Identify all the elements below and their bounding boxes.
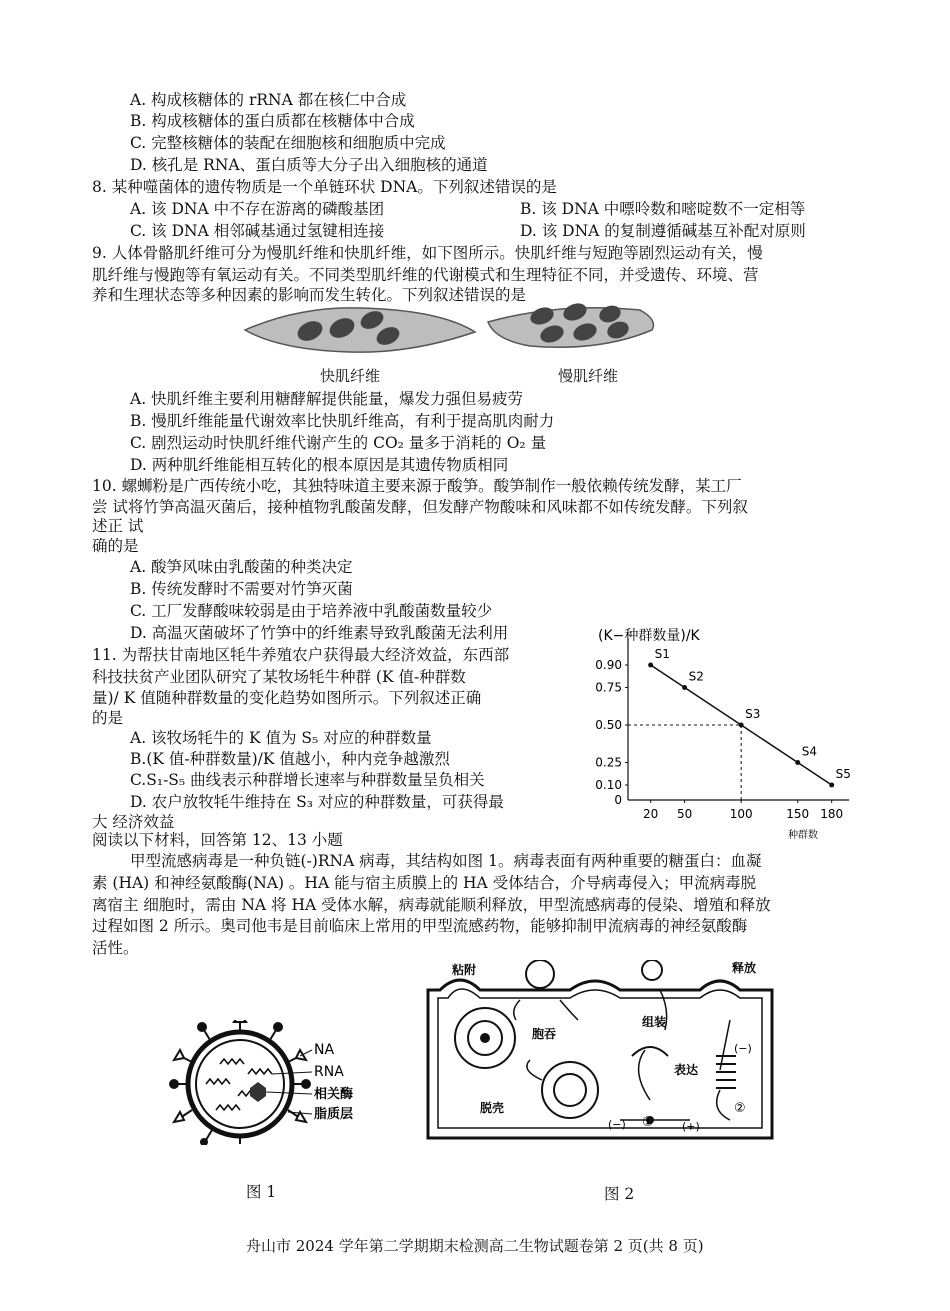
q10-stem-line2: 尝 试将竹笋高温灭菌后，接种植物乳酸菌发酵，但发酵产物酸味和风味都不如传统发酵。下列叙 bbox=[92, 498, 748, 516]
fig2-step1: ① bbox=[642, 1115, 654, 1130]
reading-paragraph-line5: 活性。 bbox=[92, 939, 139, 957]
q9-option-c: C. 剧烈运动时快肌纤维代谢产生的 CO₂ 量多于消耗的 O₂ 量 bbox=[130, 434, 547, 452]
fig2-label-assembly: 组装 bbox=[642, 1015, 667, 1029]
q7-option-b: B. 构成核糖体的蛋白质都在核糖体中合成 bbox=[130, 112, 415, 130]
q9-stem-line1: 9. 人体骨骼肌纤维可分为慢肌纤维和快肌纤维，如下图所示。快肌纤维与短跑等剧烈运动有关，慢 bbox=[92, 244, 763, 262]
fast-fiber-image bbox=[245, 308, 475, 352]
chart-y-tick-label: 0 bbox=[614, 793, 622, 807]
chart-point-label: S3 bbox=[745, 707, 761, 721]
fig2-label-release: 释放 bbox=[732, 961, 757, 975]
chart-y-tick-label: 0.10 bbox=[595, 778, 622, 792]
virus-structure-figure bbox=[150, 1020, 390, 1145]
chart-point-label: S5 bbox=[835, 767, 851, 781]
q11-stem-line2: 科技扶贫产业团队研究了某牧场牦牛种群 (K 值-种群数 bbox=[92, 668, 466, 686]
fig1-caption: 图 1 bbox=[246, 1183, 277, 1201]
chart-x-tick-label: 150 bbox=[786, 807, 810, 821]
virus-infection-cycle-figure bbox=[420, 960, 780, 1145]
chart-point bbox=[648, 663, 653, 668]
q8-option-c: C. 该 DNA 相邻碱基通过氢键相连接 bbox=[130, 222, 385, 240]
reading-paragraph-line1: 甲型流感病毒是一种负链(-)RNA 病毒，其结构如图 1。病毒表面有两种重要的糖蛋白：血凝 bbox=[130, 852, 762, 870]
fig1-label-rna: RNA bbox=[314, 1064, 344, 1080]
slow-fiber-image bbox=[488, 300, 654, 347]
reading-paragraph-line2: 素 (HA) 和神经氨酸酶(NA) 。HA 能与宿主质膜上的 HA 受体结合，介导病毒侵入；甲流病毒脱 bbox=[92, 874, 757, 892]
q10-option-b: B. 传统发酵时不需要对竹笋灭菌 bbox=[130, 580, 353, 598]
q9-option-b: B. 慢肌纤维能量代谢效率比快肌纤维高，有利于提高肌肉耐力 bbox=[130, 412, 555, 430]
q9-stem-line2: 肌纤维与慢跑等有氧运动有关。不同类型肌纤维的代谢模式和生理特征不同，并受遗传、环境、营 bbox=[92, 266, 759, 284]
reading-intro: 阅读以下材料，回答第 12、13 小题 bbox=[92, 831, 343, 849]
fig2-label-express: 表达 bbox=[674, 1063, 699, 1077]
chart-x-tick-label: 100 bbox=[729, 807, 753, 821]
q8-option-b: B. 该 DNA 中嘌呤数和嘧啶数不一定相等 bbox=[520, 200, 806, 218]
page-footer: 舟山市 2024 学年第二学期期末检测高二生物试题卷第 2 页(共 8 页) bbox=[246, 1237, 704, 1255]
chart-point bbox=[795, 760, 800, 765]
q10-option-a: A. 酸笋风味由乳酸菌的种类决定 bbox=[130, 558, 353, 576]
q7-option-a: A. 构成核糖体的 rRNA 都在核仁中合成 bbox=[130, 91, 407, 109]
q11-stem-line4: 的是 bbox=[92, 709, 124, 727]
q11-stem-line1: 11. 为帮扶甘南地区牦牛养殖农户获得最大经济效益，东西部 bbox=[92, 646, 510, 664]
q11-stem-line3: 量)/ K 值随种群数量的变化趋势如图所示。下列叙述正确 bbox=[92, 689, 482, 707]
q10-option-d: D. 高温灭菌破坏了竹笋中的纤维素导致乳酸菌无法利用 bbox=[130, 624, 509, 642]
population-chart bbox=[590, 622, 860, 840]
fig2-label-plus: (+) bbox=[682, 1120, 700, 1133]
q10-stem-line3: 述正 试 bbox=[92, 517, 144, 535]
chart-x-tick-label: 20 bbox=[642, 807, 659, 821]
q11-option-d-cont: 大 经济效益 bbox=[92, 813, 175, 831]
chart-point-label: S4 bbox=[801, 744, 818, 759]
q11-option-b: B.(K 值-种群数量)/K 值越小，种内竞争越激烈 bbox=[130, 750, 450, 768]
q10-stem-line1: 10. 螺蛳粉是广西传统小吃，其独特味道主要来源于酸笋。酸笋制作一般依赖传统发酵，某工厂 bbox=[92, 477, 742, 495]
fig2-label-endocytosis: 胞吞 bbox=[532, 1027, 557, 1041]
q11-option-a: A. 该牧场牦牛的 K 值为 S₅ 对应的种群数量 bbox=[130, 729, 432, 747]
q7-option-d: D. 核孔是 RNA、蛋白质等大分子出入细胞核的通道 bbox=[130, 156, 488, 174]
q8-option-a: A. 该 DNA 中不存在游离的磷酸基团 bbox=[130, 200, 385, 218]
fig2-label-minus2: (−) bbox=[734, 1042, 752, 1055]
chart-point bbox=[829, 783, 834, 788]
fig2-label-attach: 粘附 bbox=[452, 963, 477, 977]
q9-option-a: A. 快肌纤维主要利用糖酵解提供能量，爆发力强但易疲劳 bbox=[130, 390, 524, 408]
chart-ylabel: (K−种群数量)/K bbox=[598, 628, 700, 644]
chart-xlabel: 种群数 bbox=[788, 830, 818, 840]
q10-stem-line4: 确的是 bbox=[92, 537, 139, 555]
fig2-label-minus: (−) bbox=[608, 1118, 626, 1131]
q7-option-c: C. 完整核糖体的装配在细胞核和细胞质中完成 bbox=[130, 134, 446, 152]
chart-x-tick-label: 50 bbox=[676, 807, 693, 821]
fig2-caption: 图 2 bbox=[604, 1185, 635, 1203]
fig2-label-uncoat: 脱壳 bbox=[480, 1101, 505, 1115]
slow-fiber-caption: 慢肌纤维 bbox=[558, 367, 619, 385]
muscle-fiber-figure bbox=[240, 300, 660, 360]
fig1-label-enzyme: 相关酶 bbox=[314, 1087, 354, 1102]
fast-fiber-caption: 快肌纤维 bbox=[320, 367, 381, 385]
chart-point-label: S2 bbox=[688, 669, 704, 684]
chart-y-tick-label: 0.50 bbox=[595, 718, 622, 732]
q8-stem: 8. 某种噬菌体的遗传物质是一个单链环状 DNA。下列叙述错误的是 bbox=[92, 178, 557, 196]
chart-point bbox=[739, 723, 744, 728]
fig2-step2: ② bbox=[734, 1101, 746, 1116]
q8-option-d: D. 该 DNA 的复制遵循碱基互补配对原则 bbox=[520, 222, 806, 240]
reading-paragraph-line4: 过程如图 2 所示。奥司他韦是目前临床上常用的甲型流感药物，能够抑制甲流病毒的神经氨酸酶 bbox=[92, 917, 748, 935]
chart-point-label: S1 bbox=[654, 647, 670, 661]
q11-option-d: D. 农户放牧牦牛维持在 S₃ 对应的种群数量，可获得最 bbox=[130, 793, 504, 811]
chart-y-tick-label: 0.25 bbox=[595, 755, 622, 770]
fig1-label-na: NA bbox=[314, 1042, 335, 1058]
fig1-label-lipid: 脂质层 bbox=[314, 1107, 354, 1122]
q11-option-c: C.S₁-S₅ 曲线表示种群增长速率与种群数量呈负相关 bbox=[130, 771, 485, 789]
chart-y-tick-label: 0.90 bbox=[595, 658, 622, 672]
chart-x-tick-label: 180 bbox=[820, 807, 844, 821]
q9-option-d: D. 两种肌纤维能相互转化的根本原因是其遗传物质相同 bbox=[130, 456, 509, 474]
reading-paragraph-line3: 离宿主 细胞时，需由 NA 将 HA 受体水解，病毒就能顺利释放，甲型流感病毒的侵染、增殖和释放 bbox=[92, 896, 771, 914]
q9-stem-line3: 养和生理状态等多种因素的影响而发生转化。下列叙述错误的是 bbox=[92, 286, 527, 304]
chart-point bbox=[682, 685, 687, 690]
q10-option-c: C. 工厂发酵酸味较弱是由于培养液中乳酸菌数量较少 bbox=[130, 602, 493, 620]
chart-y-tick-label: 0.75 bbox=[595, 680, 622, 695]
